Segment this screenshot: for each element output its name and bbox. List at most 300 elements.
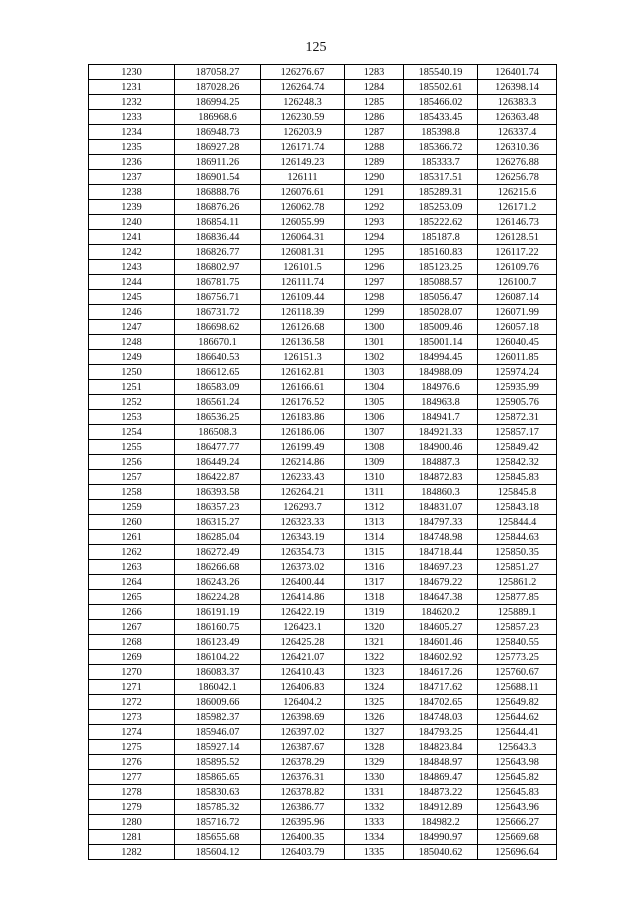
table-row xyxy=(89,395,557,410)
table-cell: 126186.06 xyxy=(261,425,345,440)
table-cell: 126310.36 xyxy=(478,140,557,155)
table-row xyxy=(89,500,557,515)
table-cell: 186266.68 xyxy=(175,560,261,575)
table-cell: 1334 xyxy=(345,830,404,845)
table-cell: 125645.83 xyxy=(478,785,557,800)
table-cell: 186357.23 xyxy=(175,500,261,515)
table-cell: 185187.8 xyxy=(404,230,478,245)
table-cell: 1265 xyxy=(89,590,175,605)
table-row xyxy=(89,605,557,620)
table-row xyxy=(89,485,557,500)
table-cell: 126162.81 xyxy=(261,365,345,380)
table-cell: 186670.1 xyxy=(175,335,261,350)
table-cell: 184748.98 xyxy=(404,530,478,545)
table-cell: 185160.83 xyxy=(404,245,478,260)
table-cell: 186640.53 xyxy=(175,350,261,365)
table-cell: 1277 xyxy=(89,770,175,785)
table-cell: 1304 xyxy=(345,380,404,395)
table-cell: 184679.22 xyxy=(404,575,478,590)
table-cell: 126183.86 xyxy=(261,410,345,425)
table-row xyxy=(89,350,557,365)
table-cell: 1302 xyxy=(345,350,404,365)
table-cell: 186104.22 xyxy=(175,650,261,665)
table-cell: 186612.65 xyxy=(175,365,261,380)
table-cell: 186191.19 xyxy=(175,605,261,620)
table-cell: 1323 xyxy=(345,665,404,680)
table-cell: 125857.17 xyxy=(478,425,557,440)
table-cell: 1298 xyxy=(345,290,404,305)
table-cell: 126404.2 xyxy=(261,695,345,710)
table-row xyxy=(89,725,557,740)
table-cell: 185604.12 xyxy=(175,845,261,860)
table-cell: 1258 xyxy=(89,485,175,500)
table-cell: 1255 xyxy=(89,440,175,455)
table-cell: 1306 xyxy=(345,410,404,425)
table-cell: 186561.24 xyxy=(175,395,261,410)
table-cell: 184860.3 xyxy=(404,485,478,500)
table-cell: 125861.2 xyxy=(478,575,557,590)
table-cell: 126146.73 xyxy=(478,215,557,230)
table-cell: 1257 xyxy=(89,470,175,485)
table-cell: 186243.26 xyxy=(175,575,261,590)
table-cell: 184717.62 xyxy=(404,680,478,695)
table-cell: 126406.83 xyxy=(261,680,345,695)
table-cell: 184982.2 xyxy=(404,815,478,830)
table-cell: 1244 xyxy=(89,275,175,290)
table-cell: 1250 xyxy=(89,365,175,380)
table-cell: 126109.44 xyxy=(261,290,345,305)
table-cell: 126057.18 xyxy=(478,320,557,335)
table-cell: 1314 xyxy=(345,530,404,545)
table-cell: 1312 xyxy=(345,500,404,515)
table-cell: 126118.39 xyxy=(261,305,345,320)
table-row xyxy=(89,170,557,185)
table-cell: 1310 xyxy=(345,470,404,485)
table-row xyxy=(89,455,557,470)
table-cell: 126397.02 xyxy=(261,725,345,740)
table-cell: 186477.77 xyxy=(175,440,261,455)
table-cell: 185895.52 xyxy=(175,755,261,770)
table-cell: 184912.89 xyxy=(404,800,478,815)
table-row xyxy=(89,845,557,860)
table-cell: 184605.27 xyxy=(404,620,478,635)
table-cell: 1332 xyxy=(345,800,404,815)
page-number: 125 xyxy=(305,40,327,55)
table-cell: 185865.65 xyxy=(175,770,261,785)
table-cell: 1262 xyxy=(89,545,175,560)
table-cell: 126276.67 xyxy=(261,65,345,80)
table-cell: 186422.87 xyxy=(175,470,261,485)
table-cell: 186781.75 xyxy=(175,275,261,290)
table-row xyxy=(89,680,557,695)
table-row xyxy=(89,710,557,725)
table-cell: 1289 xyxy=(345,155,404,170)
table-cell: 125760.67 xyxy=(478,665,557,680)
table-cell: 126337.4 xyxy=(478,125,557,140)
table-cell: 1260 xyxy=(89,515,175,530)
table-cell: 1280 xyxy=(89,815,175,830)
table-cell: 1294 xyxy=(345,230,404,245)
table-row xyxy=(89,635,557,650)
table-row xyxy=(89,815,557,830)
table-row xyxy=(89,740,557,755)
table-row xyxy=(89,80,557,95)
table-cell: 185540.19 xyxy=(404,65,478,80)
table-cell: 184831.07 xyxy=(404,500,478,515)
table-cell: 1296 xyxy=(345,260,404,275)
table-cell: 1261 xyxy=(89,530,175,545)
table-cell: 1331 xyxy=(345,785,404,800)
table-cell: 1282 xyxy=(89,845,175,860)
table-cell: 126215.6 xyxy=(478,185,557,200)
table-cell: 184887.3 xyxy=(404,455,478,470)
table-cell: 126136.58 xyxy=(261,335,345,350)
table-cell: 1315 xyxy=(345,545,404,560)
table-cell: 1325 xyxy=(345,695,404,710)
table-cell: 186224.28 xyxy=(175,590,261,605)
table-cell: 126176.52 xyxy=(261,395,345,410)
table-cell: 184994.45 xyxy=(404,350,478,365)
table-cell: 184921.33 xyxy=(404,425,478,440)
table-cell: 126422.19 xyxy=(261,605,345,620)
table-cell: 126203.9 xyxy=(261,125,345,140)
table-cell: 186508.3 xyxy=(175,425,261,440)
table-cell: 1286 xyxy=(345,110,404,125)
table-cell: 125643.96 xyxy=(478,800,557,815)
table-cell: 126256.78 xyxy=(478,170,557,185)
table-cell: 186756.71 xyxy=(175,290,261,305)
table-cell: 126062.78 xyxy=(261,200,345,215)
table-cell: 1320 xyxy=(345,620,404,635)
table-row xyxy=(89,665,557,680)
table-cell: 186042.1 xyxy=(175,680,261,695)
table-cell: 186911.26 xyxy=(175,155,261,170)
table-cell: 184797.33 xyxy=(404,515,478,530)
table-cell: 1313 xyxy=(345,515,404,530)
table-cell: 1252 xyxy=(89,395,175,410)
table-cell: 186888.76 xyxy=(175,185,261,200)
table-row xyxy=(89,305,557,320)
table-row xyxy=(89,260,557,275)
table-cell: 125889.1 xyxy=(478,605,557,620)
table-cell: 126387.67 xyxy=(261,740,345,755)
table-cell: 1236 xyxy=(89,155,175,170)
table-cell: 125850.35 xyxy=(478,545,557,560)
table-cell: 125877.85 xyxy=(478,590,557,605)
table-cell: 126398.14 xyxy=(478,80,557,95)
table-cell: 1317 xyxy=(345,575,404,590)
table-cell: 125844.63 xyxy=(478,530,557,545)
table-row xyxy=(89,620,557,635)
table-cell: 1274 xyxy=(89,725,175,740)
table-cell: 185009.46 xyxy=(404,320,478,335)
table-cell: 126400.35 xyxy=(261,830,345,845)
table-cell: 1327 xyxy=(345,725,404,740)
table-cell: 125845.8 xyxy=(478,485,557,500)
table-cell: 1285 xyxy=(345,95,404,110)
table-cell: 126071.99 xyxy=(478,305,557,320)
table-cell: 126401.74 xyxy=(478,65,557,80)
table-cell: 185366.72 xyxy=(404,140,478,155)
table-cell: 126425.28 xyxy=(261,635,345,650)
table-cell: 126400.44 xyxy=(261,575,345,590)
table-row xyxy=(89,155,557,170)
table-cell: 184941.7 xyxy=(404,410,478,425)
table-cell: 185056.47 xyxy=(404,290,478,305)
table-cell: 184793.25 xyxy=(404,725,478,740)
table-cell: 1318 xyxy=(345,590,404,605)
table-row xyxy=(89,425,557,440)
table-cell: 1233 xyxy=(89,110,175,125)
table-cell: 126264.74 xyxy=(261,80,345,95)
table-cell: 186698.62 xyxy=(175,320,261,335)
table-cell: 186731.72 xyxy=(175,305,261,320)
table-cell: 184602.92 xyxy=(404,650,478,665)
table-cell: 125644.62 xyxy=(478,710,557,725)
table-row xyxy=(89,650,557,665)
table-cell: 126383.3 xyxy=(478,95,557,110)
table-cell: 187028.26 xyxy=(175,80,261,95)
table-cell: 184702.65 xyxy=(404,695,478,710)
table-cell: 1287 xyxy=(345,125,404,140)
table-cell: 1290 xyxy=(345,170,404,185)
table-cell: 186927.28 xyxy=(175,140,261,155)
table-cell: 185289.31 xyxy=(404,185,478,200)
table-cell: 185001.14 xyxy=(404,335,478,350)
table-cell: 186160.75 xyxy=(175,620,261,635)
table-cell: 125644.41 xyxy=(478,725,557,740)
table-cell: 1264 xyxy=(89,575,175,590)
table-cell: 1245 xyxy=(89,290,175,305)
table-cell: 126111.74 xyxy=(261,275,345,290)
table-cell: 126323.33 xyxy=(261,515,345,530)
table-cell: 186854.11 xyxy=(175,215,261,230)
table-cell: 185253.09 xyxy=(404,200,478,215)
table-cell: 185433.45 xyxy=(404,110,478,125)
table-cell: 185088.57 xyxy=(404,275,478,290)
table-cell: 1335 xyxy=(345,845,404,860)
table-cell: 185398.8 xyxy=(404,125,478,140)
table-row xyxy=(89,530,557,545)
table-cell: 1237 xyxy=(89,170,175,185)
table-cell: 1231 xyxy=(89,80,175,95)
table-cell: 126343.19 xyxy=(261,530,345,545)
table-cell: 186285.04 xyxy=(175,530,261,545)
table-cell: 185123.25 xyxy=(404,260,478,275)
table-cell: 185830.63 xyxy=(175,785,261,800)
table-cell: 185222.62 xyxy=(404,215,478,230)
table-row xyxy=(89,65,557,80)
table-cell: 184697.23 xyxy=(404,560,478,575)
table-cell: 125643.3 xyxy=(478,740,557,755)
table-cell: 126373.02 xyxy=(261,560,345,575)
table-row xyxy=(89,800,557,815)
table-cell: 1293 xyxy=(345,215,404,230)
table-cell: 186123.49 xyxy=(175,635,261,650)
table-cell: 1239 xyxy=(89,200,175,215)
table-cell: 126111 xyxy=(261,170,345,185)
table-cell: 126151.3 xyxy=(261,350,345,365)
table-cell: 1305 xyxy=(345,395,404,410)
table-cell: 126276.88 xyxy=(478,155,557,170)
table-cell: 126248.3 xyxy=(261,95,345,110)
table-cell: 125845.83 xyxy=(478,470,557,485)
table-cell: 184748.03 xyxy=(404,710,478,725)
table-cell: 1276 xyxy=(89,755,175,770)
table-cell: 126081.31 xyxy=(261,245,345,260)
table-cell: 126423.1 xyxy=(261,620,345,635)
table-cell: 187058.27 xyxy=(175,65,261,80)
table-cell: 186449.24 xyxy=(175,455,261,470)
table-cell: 186826.77 xyxy=(175,245,261,260)
table-cell: 186876.26 xyxy=(175,200,261,215)
table-cell: 125974.24 xyxy=(478,365,557,380)
table-cell: 1269 xyxy=(89,650,175,665)
table-cell: 125851.27 xyxy=(478,560,557,575)
table-row xyxy=(89,410,557,425)
table-cell: 184900.46 xyxy=(404,440,478,455)
table-cell: 1301 xyxy=(345,335,404,350)
table-cell: 184869.47 xyxy=(404,770,478,785)
table-cell: 1333 xyxy=(345,815,404,830)
table-cell: 1272 xyxy=(89,695,175,710)
table-cell: 186315.27 xyxy=(175,515,261,530)
table-cell: 184848.97 xyxy=(404,755,478,770)
table-cell: 125843.18 xyxy=(478,500,557,515)
table-cell: 1267 xyxy=(89,620,175,635)
table-cell: 1324 xyxy=(345,680,404,695)
table-cell: 1253 xyxy=(89,410,175,425)
table-cell: 1275 xyxy=(89,740,175,755)
table-cell: 184872.83 xyxy=(404,470,478,485)
table-cell: 186272.49 xyxy=(175,545,261,560)
table-cell: 186836.44 xyxy=(175,230,261,245)
table-cell: 126064.31 xyxy=(261,230,345,245)
coordinates-table-body xyxy=(89,65,557,860)
table-cell: 126230.59 xyxy=(261,110,345,125)
table-cell: 126363.48 xyxy=(478,110,557,125)
table-cell: 1273 xyxy=(89,710,175,725)
table-cell: 184647.38 xyxy=(404,590,478,605)
table-cell: 1248 xyxy=(89,335,175,350)
table-cell: 1246 xyxy=(89,305,175,320)
table-cell: 184823.84 xyxy=(404,740,478,755)
table-cell: 186994.25 xyxy=(175,95,261,110)
table-cell: 125844.4 xyxy=(478,515,557,530)
table-cell: 126199.49 xyxy=(261,440,345,455)
table-cell: 184620.2 xyxy=(404,605,478,620)
table-cell: 1270 xyxy=(89,665,175,680)
table-cell: 126076.61 xyxy=(261,185,345,200)
table-cell: 185333.7 xyxy=(404,155,478,170)
table-cell: 126293.7 xyxy=(261,500,345,515)
table-cell: 126011.85 xyxy=(478,350,557,365)
table-row xyxy=(89,320,557,335)
table-cell: 186009.66 xyxy=(175,695,261,710)
table-cell: 126149.23 xyxy=(261,155,345,170)
table-row xyxy=(89,365,557,380)
table-cell: 126040.45 xyxy=(478,335,557,350)
table-cell: 126087.14 xyxy=(478,290,557,305)
table-cell: 1297 xyxy=(345,275,404,290)
table-cell: 1241 xyxy=(89,230,175,245)
table-cell: 1322 xyxy=(345,650,404,665)
table-cell: 1284 xyxy=(345,80,404,95)
table-cell: 184617.26 xyxy=(404,665,478,680)
table-cell: 1230 xyxy=(89,65,175,80)
table-cell: 125849.42 xyxy=(478,440,557,455)
table-row xyxy=(89,380,557,395)
table-cell: 185028.07 xyxy=(404,305,478,320)
table-row xyxy=(89,470,557,485)
table-cell: 126386.77 xyxy=(261,800,345,815)
table-cell: 184976.6 xyxy=(404,380,478,395)
table-cell: 126410.43 xyxy=(261,665,345,680)
table-cell: 125645.82 xyxy=(478,770,557,785)
table-cell: 126354.73 xyxy=(261,545,345,560)
table-cell: 1259 xyxy=(89,500,175,515)
table-row xyxy=(89,545,557,560)
table-cell: 1268 xyxy=(89,635,175,650)
table-row xyxy=(89,185,557,200)
table-cell: 1278 xyxy=(89,785,175,800)
table-cell: 1266 xyxy=(89,605,175,620)
table-cell: 1263 xyxy=(89,560,175,575)
table-row xyxy=(89,125,557,140)
table-row xyxy=(89,95,557,110)
table-cell: 125840.55 xyxy=(478,635,557,650)
table-cell: 1234 xyxy=(89,125,175,140)
table-cell: 126101.5 xyxy=(261,260,345,275)
table-cell: 1308 xyxy=(345,440,404,455)
table-cell: 1292 xyxy=(345,200,404,215)
table-cell: 185317.51 xyxy=(404,170,478,185)
table-cell: 1321 xyxy=(345,635,404,650)
table-cell: 1311 xyxy=(345,485,404,500)
table-cell: 185655.68 xyxy=(175,830,261,845)
table-cell: 126378.82 xyxy=(261,785,345,800)
table-cell: 184873.22 xyxy=(404,785,478,800)
table-cell: 1279 xyxy=(89,800,175,815)
table-cell: 1242 xyxy=(89,245,175,260)
table-cell: 185982.37 xyxy=(175,710,261,725)
table-cell: 125688.11 xyxy=(478,680,557,695)
table-cell: 125666.27 xyxy=(478,815,557,830)
table-cell: 125696.64 xyxy=(478,845,557,860)
table-row xyxy=(89,590,557,605)
table-row xyxy=(89,275,557,290)
table-cell: 1328 xyxy=(345,740,404,755)
table-row xyxy=(89,440,557,455)
table-cell: 1271 xyxy=(89,680,175,695)
table-cell: 1300 xyxy=(345,320,404,335)
table-cell: 185466.02 xyxy=(404,95,478,110)
table-cell: 185502.61 xyxy=(404,80,478,95)
table-cell: 1299 xyxy=(345,305,404,320)
table-cell: 126378.29 xyxy=(261,755,345,770)
table-cell: 185040.62 xyxy=(404,845,478,860)
table-cell: 1243 xyxy=(89,260,175,275)
table-cell: 126117.22 xyxy=(478,245,557,260)
table-cell: 1232 xyxy=(89,95,175,110)
table-cell: 125643.98 xyxy=(478,755,557,770)
table-cell: 1291 xyxy=(345,185,404,200)
table-cell: 186901.54 xyxy=(175,170,261,185)
table-cell: 186802.97 xyxy=(175,260,261,275)
table-row xyxy=(89,785,557,800)
table-cell: 126421.07 xyxy=(261,650,345,665)
table-cell: 186393.58 xyxy=(175,485,261,500)
